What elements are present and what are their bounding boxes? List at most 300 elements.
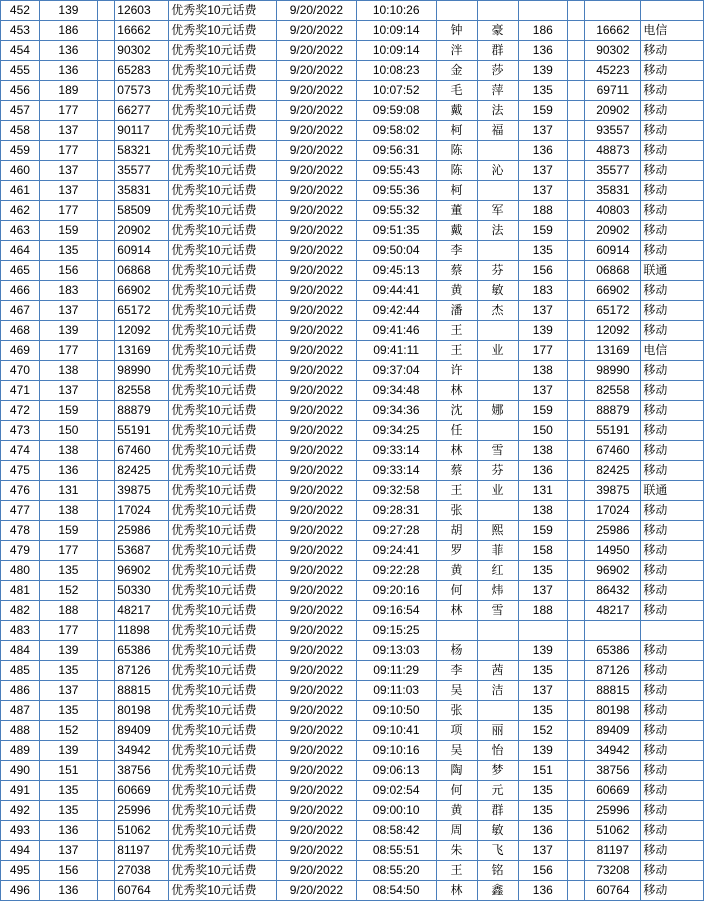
prize-cell[interactable]: 优秀奖10元话费 bbox=[169, 181, 277, 201]
name-second-cell[interactable]: 沁 bbox=[477, 161, 518, 181]
name-first-cell[interactable]: 罗 bbox=[436, 541, 477, 561]
carrier-cell[interactable]: 移动 bbox=[641, 301, 704, 321]
name-second-cell[interactable]: 群 bbox=[477, 801, 518, 821]
name-first-cell[interactable]: 朱 bbox=[436, 841, 477, 861]
table-row[interactable] bbox=[1, 301, 704, 321]
prize-cell[interactable]: 优秀奖10元话费 bbox=[169, 81, 277, 101]
date-cell[interactable]: 9/20/2022 bbox=[277, 861, 357, 881]
name-first-cell[interactable]: 金 bbox=[436, 61, 477, 81]
amount-cell[interactable]: 137 bbox=[518, 841, 568, 861]
carrier-cell[interactable]: 移动 bbox=[641, 801, 704, 821]
code-a-cell[interactable]: 135 bbox=[39, 561, 97, 581]
table-row[interactable] bbox=[1, 741, 704, 761]
table-row[interactable] bbox=[1, 821, 704, 841]
prize-cell[interactable]: 优秀奖10元话费 bbox=[169, 621, 277, 641]
amount-cell[interactable]: 136 bbox=[518, 41, 568, 61]
code-b-cell[interactable]: 20902 bbox=[115, 221, 169, 241]
date-cell[interactable]: 9/20/2022 bbox=[277, 81, 357, 101]
prize-cell[interactable]: 优秀奖10元话费 bbox=[169, 721, 277, 741]
name-first-cell[interactable]: 李 bbox=[436, 661, 477, 681]
code-b-cell[interactable]: 55191 bbox=[115, 421, 169, 441]
date-cell[interactable]: 9/20/2022 bbox=[277, 181, 357, 201]
row-number-cell[interactable]: 481 bbox=[1, 581, 40, 601]
table-row[interactable] bbox=[1, 381, 704, 401]
code-c-cell[interactable]: 48217 bbox=[585, 601, 641, 621]
code-b-cell[interactable]: 88879 bbox=[115, 401, 169, 421]
name-first-cell[interactable]: 蔡 bbox=[436, 461, 477, 481]
code-c-cell[interactable]: 98990 bbox=[585, 361, 641, 381]
table-row[interactable] bbox=[1, 361, 704, 381]
table-row[interactable] bbox=[1, 581, 704, 601]
prize-cell[interactable]: 优秀奖10元话费 bbox=[169, 581, 277, 601]
amount-cell[interactable]: 188 bbox=[518, 201, 568, 221]
code-a-cell[interactable]: 156 bbox=[39, 261, 97, 281]
table-row[interactable] bbox=[1, 81, 704, 101]
code-c-cell[interactable]: 80198 bbox=[585, 701, 641, 721]
amount-cell[interactable]: 137 bbox=[518, 161, 568, 181]
name-first-cell[interactable]: 钟 bbox=[436, 21, 477, 41]
code-a-cell[interactable]: 136 bbox=[39, 461, 97, 481]
code-c-cell[interactable]: 48873 bbox=[585, 141, 641, 161]
date-cell[interactable]: 9/20/2022 bbox=[277, 741, 357, 761]
name-second-cell[interactable]: 元 bbox=[477, 781, 518, 801]
time-cell[interactable]: 09:16:54 bbox=[356, 601, 436, 621]
row-number-cell[interactable]: 492 bbox=[1, 801, 40, 821]
code-b-cell[interactable]: 35577 bbox=[115, 161, 169, 181]
code-b-cell[interactable]: 82558 bbox=[115, 381, 169, 401]
amount-cell[interactable]: 156 bbox=[518, 861, 568, 881]
time-cell[interactable]: 09:55:43 bbox=[356, 161, 436, 181]
amount-cell[interactable]: 158 bbox=[518, 541, 568, 561]
carrier-cell[interactable]: 移动 bbox=[641, 201, 704, 221]
prize-cell[interactable]: 优秀奖10元话费 bbox=[169, 321, 277, 341]
time-cell[interactable]: 09:50:04 bbox=[356, 241, 436, 261]
row-number-cell[interactable]: 467 bbox=[1, 301, 40, 321]
code-c-cell[interactable] bbox=[585, 1, 641, 21]
table-row[interactable] bbox=[1, 401, 704, 421]
date-cell[interactable]: 9/20/2022 bbox=[277, 661, 357, 681]
amount-cell[interactable]: 136 bbox=[518, 881, 568, 901]
carrier-cell[interactable]: 移动 bbox=[641, 221, 704, 241]
amount-cell[interactable] bbox=[518, 621, 568, 641]
row-number-cell[interactable]: 489 bbox=[1, 741, 40, 761]
code-a-cell[interactable]: 138 bbox=[39, 501, 97, 521]
date-cell[interactable]: 9/20/2022 bbox=[277, 141, 357, 161]
date-cell[interactable]: 9/20/2022 bbox=[277, 401, 357, 421]
row-number-cell[interactable]: 491 bbox=[1, 781, 40, 801]
code-a-cell[interactable]: 137 bbox=[39, 681, 97, 701]
prize-cell[interactable]: 优秀奖10元话费 bbox=[169, 441, 277, 461]
code-b-cell[interactable]: 27038 bbox=[115, 861, 169, 881]
code-b-cell[interactable]: 12603 bbox=[115, 1, 169, 21]
table-row[interactable] bbox=[1, 421, 704, 441]
name-second-cell[interactable] bbox=[477, 621, 518, 641]
table-row[interactable] bbox=[1, 561, 704, 581]
code-a-cell[interactable]: 137 bbox=[39, 381, 97, 401]
table-row[interactable] bbox=[1, 441, 704, 461]
name-first-cell[interactable]: 杨 bbox=[436, 641, 477, 661]
time-cell[interactable]: 09:11:29 bbox=[356, 661, 436, 681]
time-cell[interactable]: 08:55:51 bbox=[356, 841, 436, 861]
prize-cell[interactable]: 优秀奖10元话费 bbox=[169, 381, 277, 401]
name-first-cell[interactable]: 王 bbox=[436, 341, 477, 361]
code-b-cell[interactable]: 17024 bbox=[115, 501, 169, 521]
code-c-cell[interactable]: 82558 bbox=[585, 381, 641, 401]
table-row[interactable] bbox=[1, 781, 704, 801]
table-row[interactable] bbox=[1, 141, 704, 161]
code-a-cell[interactable]: 159 bbox=[39, 221, 97, 241]
carrier-cell[interactable]: 联通 bbox=[641, 261, 704, 281]
amount-cell[interactable]: 186 bbox=[518, 21, 568, 41]
carrier-cell[interactable]: 移动 bbox=[641, 741, 704, 761]
code-b-cell[interactable]: 81197 bbox=[115, 841, 169, 861]
name-first-cell[interactable]: 董 bbox=[436, 201, 477, 221]
name-second-cell[interactable] bbox=[477, 381, 518, 401]
row-number-cell[interactable]: 477 bbox=[1, 501, 40, 521]
row-number-cell[interactable]: 488 bbox=[1, 721, 40, 741]
code-a-cell[interactable]: 150 bbox=[39, 421, 97, 441]
time-cell[interactable]: 09:56:31 bbox=[356, 141, 436, 161]
code-b-cell[interactable]: 60764 bbox=[115, 881, 169, 901]
code-c-cell[interactable]: 51062 bbox=[585, 821, 641, 841]
date-cell[interactable]: 9/20/2022 bbox=[277, 381, 357, 401]
table-row[interactable] bbox=[1, 461, 704, 481]
code-a-cell[interactable]: 177 bbox=[39, 201, 97, 221]
name-first-cell[interactable]: 张 bbox=[436, 701, 477, 721]
name-second-cell[interactable]: 雪 bbox=[477, 601, 518, 621]
date-cell[interactable]: 9/20/2022 bbox=[277, 541, 357, 561]
time-cell[interactable]: 09:55:32 bbox=[356, 201, 436, 221]
row-number-cell[interactable]: 472 bbox=[1, 401, 40, 421]
table-row[interactable] bbox=[1, 641, 704, 661]
name-second-cell[interactable]: 丽 bbox=[477, 721, 518, 741]
row-number-cell[interactable]: 487 bbox=[1, 701, 40, 721]
date-cell[interactable]: 9/20/2022 bbox=[277, 681, 357, 701]
row-number-cell[interactable]: 470 bbox=[1, 361, 40, 381]
amount-cell[interactable]: 135 bbox=[518, 241, 568, 261]
code-c-cell[interactable]: 55191 bbox=[585, 421, 641, 441]
prize-cell[interactable]: 优秀奖10元话费 bbox=[169, 481, 277, 501]
name-first-cell[interactable]: 王 bbox=[436, 861, 477, 881]
prize-cell[interactable]: 优秀奖10元话费 bbox=[169, 201, 277, 221]
name-second-cell[interactable] bbox=[477, 361, 518, 381]
code-c-cell[interactable]: 25986 bbox=[585, 521, 641, 541]
code-a-cell[interactable]: 135 bbox=[39, 661, 97, 681]
name-first-cell[interactable]: 王 bbox=[436, 481, 477, 501]
code-a-cell[interactable]: 136 bbox=[39, 41, 97, 61]
table-row[interactable] bbox=[1, 681, 704, 701]
table-row[interactable] bbox=[1, 201, 704, 221]
table-row[interactable] bbox=[1, 761, 704, 781]
row-number-cell[interactable]: 478 bbox=[1, 521, 40, 541]
carrier-cell[interactable]: 移动 bbox=[641, 501, 704, 521]
time-cell[interactable]: 09:22:28 bbox=[356, 561, 436, 581]
name-second-cell[interactable]: 敏 bbox=[477, 821, 518, 841]
name-second-cell[interactable] bbox=[477, 181, 518, 201]
code-b-cell[interactable]: 66277 bbox=[115, 101, 169, 121]
code-c-cell[interactable]: 20902 bbox=[585, 221, 641, 241]
time-cell[interactable]: 10:09:14 bbox=[356, 41, 436, 61]
row-number-cell[interactable]: 473 bbox=[1, 421, 40, 441]
time-cell[interactable]: 09:58:02 bbox=[356, 121, 436, 141]
prize-cell[interactable]: 优秀奖10元话费 bbox=[169, 821, 277, 841]
code-c-cell[interactable]: 60669 bbox=[585, 781, 641, 801]
code-c-cell[interactable]: 96902 bbox=[585, 561, 641, 581]
table-row[interactable] bbox=[1, 881, 704, 901]
carrier-cell[interactable]: 移动 bbox=[641, 181, 704, 201]
name-first-cell[interactable]: 王 bbox=[436, 321, 477, 341]
code-b-cell[interactable]: 65172 bbox=[115, 301, 169, 321]
date-cell[interactable]: 9/20/2022 bbox=[277, 881, 357, 901]
carrier-cell[interactable]: 移动 bbox=[641, 821, 704, 841]
code-b-cell[interactable]: 38756 bbox=[115, 761, 169, 781]
date-cell[interactable]: 9/20/2022 bbox=[277, 161, 357, 181]
code-b-cell[interactable]: 80198 bbox=[115, 701, 169, 721]
row-number-cell[interactable]: 474 bbox=[1, 441, 40, 461]
name-second-cell[interactable] bbox=[477, 141, 518, 161]
carrier-cell[interactable]: 移动 bbox=[641, 681, 704, 701]
code-b-cell[interactable]: 98990 bbox=[115, 361, 169, 381]
amount-cell[interactable]: 137 bbox=[518, 121, 568, 141]
row-number-cell[interactable]: 453 bbox=[1, 21, 40, 41]
code-a-cell[interactable]: 139 bbox=[39, 321, 97, 341]
row-number-cell[interactable]: 485 bbox=[1, 661, 40, 681]
carrier-cell[interactable]: 移动 bbox=[641, 401, 704, 421]
time-cell[interactable]: 09:10:41 bbox=[356, 721, 436, 741]
amount-cell[interactable]: 151 bbox=[518, 761, 568, 781]
date-cell[interactable]: 9/20/2022 bbox=[277, 21, 357, 41]
time-cell[interactable]: 09:41:46 bbox=[356, 321, 436, 341]
row-number-cell[interactable]: 452 bbox=[1, 1, 40, 21]
code-a-cell[interactable]: 177 bbox=[39, 101, 97, 121]
code-c-cell[interactable]: 06868 bbox=[585, 261, 641, 281]
prize-cell[interactable]: 优秀奖10元话费 bbox=[169, 601, 277, 621]
code-b-cell[interactable]: 35831 bbox=[115, 181, 169, 201]
carrier-cell[interactable]: 移动 bbox=[641, 61, 704, 81]
time-cell[interactable]: 09:27:28 bbox=[356, 521, 436, 541]
carrier-cell[interactable]: 移动 bbox=[641, 541, 704, 561]
name-second-cell[interactable] bbox=[477, 1, 518, 21]
prize-cell[interactable]: 优秀奖10元话费 bbox=[169, 861, 277, 881]
name-first-cell[interactable] bbox=[436, 621, 477, 641]
name-second-cell[interactable] bbox=[477, 501, 518, 521]
name-first-cell[interactable]: 蔡 bbox=[436, 261, 477, 281]
amount-cell[interactable]: 135 bbox=[518, 661, 568, 681]
prize-cell[interactable]: 优秀奖10元话费 bbox=[169, 801, 277, 821]
amount-cell[interactable] bbox=[518, 1, 568, 21]
prize-cell[interactable]: 优秀奖10元话费 bbox=[169, 701, 277, 721]
row-number-cell[interactable]: 456 bbox=[1, 81, 40, 101]
amount-cell[interactable]: 139 bbox=[518, 741, 568, 761]
code-a-cell[interactable]: 137 bbox=[39, 181, 97, 201]
name-second-cell[interactable]: 飞 bbox=[477, 841, 518, 861]
name-second-cell[interactable]: 洁 bbox=[477, 681, 518, 701]
row-number-cell[interactable]: 459 bbox=[1, 141, 40, 161]
name-first-cell[interactable]: 林 bbox=[436, 381, 477, 401]
name-second-cell[interactable]: 敏 bbox=[477, 281, 518, 301]
name-second-cell[interactable]: 鑫 bbox=[477, 881, 518, 901]
name-first-cell[interactable]: 沈 bbox=[436, 401, 477, 421]
prize-cell[interactable]: 优秀奖10元话费 bbox=[169, 561, 277, 581]
name-first-cell[interactable]: 任 bbox=[436, 421, 477, 441]
name-first-cell[interactable]: 黄 bbox=[436, 281, 477, 301]
name-first-cell[interactable]: 陈 bbox=[436, 161, 477, 181]
code-c-cell[interactable]: 16662 bbox=[585, 21, 641, 41]
prize-cell[interactable]: 优秀奖10元话费 bbox=[169, 641, 277, 661]
name-first-cell[interactable]: 戴 bbox=[436, 101, 477, 121]
time-cell[interactable]: 09:37:04 bbox=[356, 361, 436, 381]
carrier-cell[interactable]: 联通 bbox=[641, 481, 704, 501]
amount-cell[interactable]: 138 bbox=[518, 361, 568, 381]
code-c-cell[interactable]: 45223 bbox=[585, 61, 641, 81]
time-cell[interactable]: 10:08:23 bbox=[356, 61, 436, 81]
row-number-cell[interactable]: 496 bbox=[1, 881, 40, 901]
name-first-cell[interactable]: 林 bbox=[436, 881, 477, 901]
carrier-cell[interactable]: 移动 bbox=[641, 601, 704, 621]
code-b-cell[interactable]: 89409 bbox=[115, 721, 169, 741]
prize-cell[interactable]: 优秀奖10元话费 bbox=[169, 161, 277, 181]
code-a-cell[interactable]: 135 bbox=[39, 241, 97, 261]
row-number-cell[interactable]: 471 bbox=[1, 381, 40, 401]
table-row[interactable] bbox=[1, 341, 704, 361]
amount-cell[interactable]: 177 bbox=[518, 341, 568, 361]
amount-cell[interactable]: 135 bbox=[518, 701, 568, 721]
amount-cell[interactable]: 159 bbox=[518, 401, 568, 421]
name-second-cell[interactable] bbox=[477, 241, 518, 261]
name-second-cell[interactable]: 群 bbox=[477, 41, 518, 61]
carrier-cell[interactable]: 移动 bbox=[641, 561, 704, 581]
table-row[interactable] bbox=[1, 521, 704, 541]
prize-cell[interactable]: 优秀奖10元话费 bbox=[169, 541, 277, 561]
prize-cell[interactable]: 优秀奖10元话费 bbox=[169, 761, 277, 781]
name-second-cell[interactable]: 红 bbox=[477, 561, 518, 581]
code-a-cell[interactable]: 152 bbox=[39, 721, 97, 741]
code-b-cell[interactable]: 25986 bbox=[115, 521, 169, 541]
time-cell[interactable]: 09:34:36 bbox=[356, 401, 436, 421]
code-b-cell[interactable]: 65283 bbox=[115, 61, 169, 81]
code-b-cell[interactable]: 51062 bbox=[115, 821, 169, 841]
name-second-cell[interactable]: 雪 bbox=[477, 441, 518, 461]
carrier-cell[interactable]: 移动 bbox=[641, 421, 704, 441]
name-second-cell[interactable] bbox=[477, 421, 518, 441]
table-row[interactable] bbox=[1, 801, 704, 821]
table-row[interactable] bbox=[1, 481, 704, 501]
row-number-cell[interactable]: 454 bbox=[1, 41, 40, 61]
row-number-cell[interactable]: 462 bbox=[1, 201, 40, 221]
prize-cell[interactable]: 优秀奖10元话费 bbox=[169, 521, 277, 541]
amount-cell[interactable]: 137 bbox=[518, 181, 568, 201]
code-a-cell[interactable]: 138 bbox=[39, 361, 97, 381]
name-second-cell[interactable]: 豪 bbox=[477, 21, 518, 41]
prize-cell[interactable]: 优秀奖10元话费 bbox=[169, 261, 277, 281]
table-row[interactable] bbox=[1, 1, 704, 21]
time-cell[interactable]: 09:51:35 bbox=[356, 221, 436, 241]
amount-cell[interactable]: 138 bbox=[518, 501, 568, 521]
amount-cell[interactable]: 138 bbox=[518, 441, 568, 461]
time-cell[interactable]: 09:33:14 bbox=[356, 461, 436, 481]
time-cell[interactable]: 10:09:14 bbox=[356, 21, 436, 41]
code-c-cell[interactable]: 39875 bbox=[585, 481, 641, 501]
amount-cell[interactable]: 135 bbox=[518, 81, 568, 101]
date-cell[interactable]: 9/20/2022 bbox=[277, 61, 357, 81]
code-b-cell[interactable]: 96902 bbox=[115, 561, 169, 581]
date-cell[interactable]: 9/20/2022 bbox=[277, 201, 357, 221]
code-a-cell[interactable]: 139 bbox=[39, 741, 97, 761]
amount-cell[interactable]: 136 bbox=[518, 821, 568, 841]
code-b-cell[interactable]: 90117 bbox=[115, 121, 169, 141]
amount-cell[interactable]: 152 bbox=[518, 721, 568, 741]
name-second-cell[interactable]: 熙 bbox=[477, 521, 518, 541]
code-a-cell[interactable]: 177 bbox=[39, 141, 97, 161]
name-second-cell[interactable]: 菲 bbox=[477, 541, 518, 561]
name-second-cell[interactable]: 军 bbox=[477, 201, 518, 221]
carrier-cell[interactable]: 移动 bbox=[641, 881, 704, 901]
row-number-cell[interactable]: 466 bbox=[1, 281, 40, 301]
date-cell[interactable]: 9/20/2022 bbox=[277, 121, 357, 141]
carrier-cell[interactable]: 移动 bbox=[641, 661, 704, 681]
prize-cell[interactable]: 优秀奖10元话费 bbox=[169, 241, 277, 261]
time-cell[interactable]: 09:32:58 bbox=[356, 481, 436, 501]
code-a-cell[interactable]: 186 bbox=[39, 21, 97, 41]
code-c-cell[interactable]: 89409 bbox=[585, 721, 641, 741]
code-b-cell[interactable]: 07573 bbox=[115, 81, 169, 101]
date-cell[interactable]: 9/20/2022 bbox=[277, 441, 357, 461]
date-cell[interactable]: 9/20/2022 bbox=[277, 701, 357, 721]
table-row[interactable] bbox=[1, 721, 704, 741]
code-b-cell[interactable]: 48217 bbox=[115, 601, 169, 621]
name-second-cell[interactable]: 茜 bbox=[477, 661, 518, 681]
code-a-cell[interactable]: 159 bbox=[39, 521, 97, 541]
carrier-cell[interactable]: 移动 bbox=[641, 721, 704, 741]
code-a-cell[interactable]: 137 bbox=[39, 161, 97, 181]
code-c-cell[interactable]: 35577 bbox=[585, 161, 641, 181]
amount-cell[interactable]: 131 bbox=[518, 481, 568, 501]
name-first-cell[interactable]: 张 bbox=[436, 501, 477, 521]
carrier-cell[interactable] bbox=[641, 621, 704, 641]
code-b-cell[interactable]: 60914 bbox=[115, 241, 169, 261]
prize-cell[interactable]: 优秀奖10元话费 bbox=[169, 661, 277, 681]
table-row[interactable] bbox=[1, 221, 704, 241]
row-number-cell[interactable]: 455 bbox=[1, 61, 40, 81]
time-cell[interactable]: 09:44:41 bbox=[356, 281, 436, 301]
row-number-cell[interactable]: 461 bbox=[1, 181, 40, 201]
code-b-cell[interactable]: 39875 bbox=[115, 481, 169, 501]
name-second-cell[interactable]: 莎 bbox=[477, 61, 518, 81]
row-number-cell[interactable]: 480 bbox=[1, 561, 40, 581]
code-b-cell[interactable]: 25996 bbox=[115, 801, 169, 821]
code-c-cell[interactable]: 88815 bbox=[585, 681, 641, 701]
prize-cell[interactable]: 优秀奖10元话费 bbox=[169, 141, 277, 161]
table-row[interactable] bbox=[1, 261, 704, 281]
code-a-cell[interactable]: 156 bbox=[39, 861, 97, 881]
code-c-cell[interactable]: 65172 bbox=[585, 301, 641, 321]
code-a-cell[interactable]: 136 bbox=[39, 821, 97, 841]
time-cell[interactable]: 09:34:48 bbox=[356, 381, 436, 401]
table-row[interactable] bbox=[1, 661, 704, 681]
name-first-cell[interactable]: 戴 bbox=[436, 221, 477, 241]
prize-cell[interactable]: 优秀奖10元话费 bbox=[169, 501, 277, 521]
date-cell[interactable]: 9/20/2022 bbox=[277, 621, 357, 641]
name-first-cell[interactable]: 吴 bbox=[436, 741, 477, 761]
carrier-cell[interactable]: 移动 bbox=[641, 781, 704, 801]
prize-cell[interactable]: 优秀奖10元话费 bbox=[169, 421, 277, 441]
code-b-cell[interactable]: 82425 bbox=[115, 461, 169, 481]
prize-cell[interactable]: 优秀奖10元话费 bbox=[169, 741, 277, 761]
prize-cell[interactable]: 优秀奖10元话费 bbox=[169, 881, 277, 901]
name-first-cell[interactable]: 毛 bbox=[436, 81, 477, 101]
amount-cell[interactable]: 139 bbox=[518, 641, 568, 661]
code-c-cell[interactable]: 65386 bbox=[585, 641, 641, 661]
